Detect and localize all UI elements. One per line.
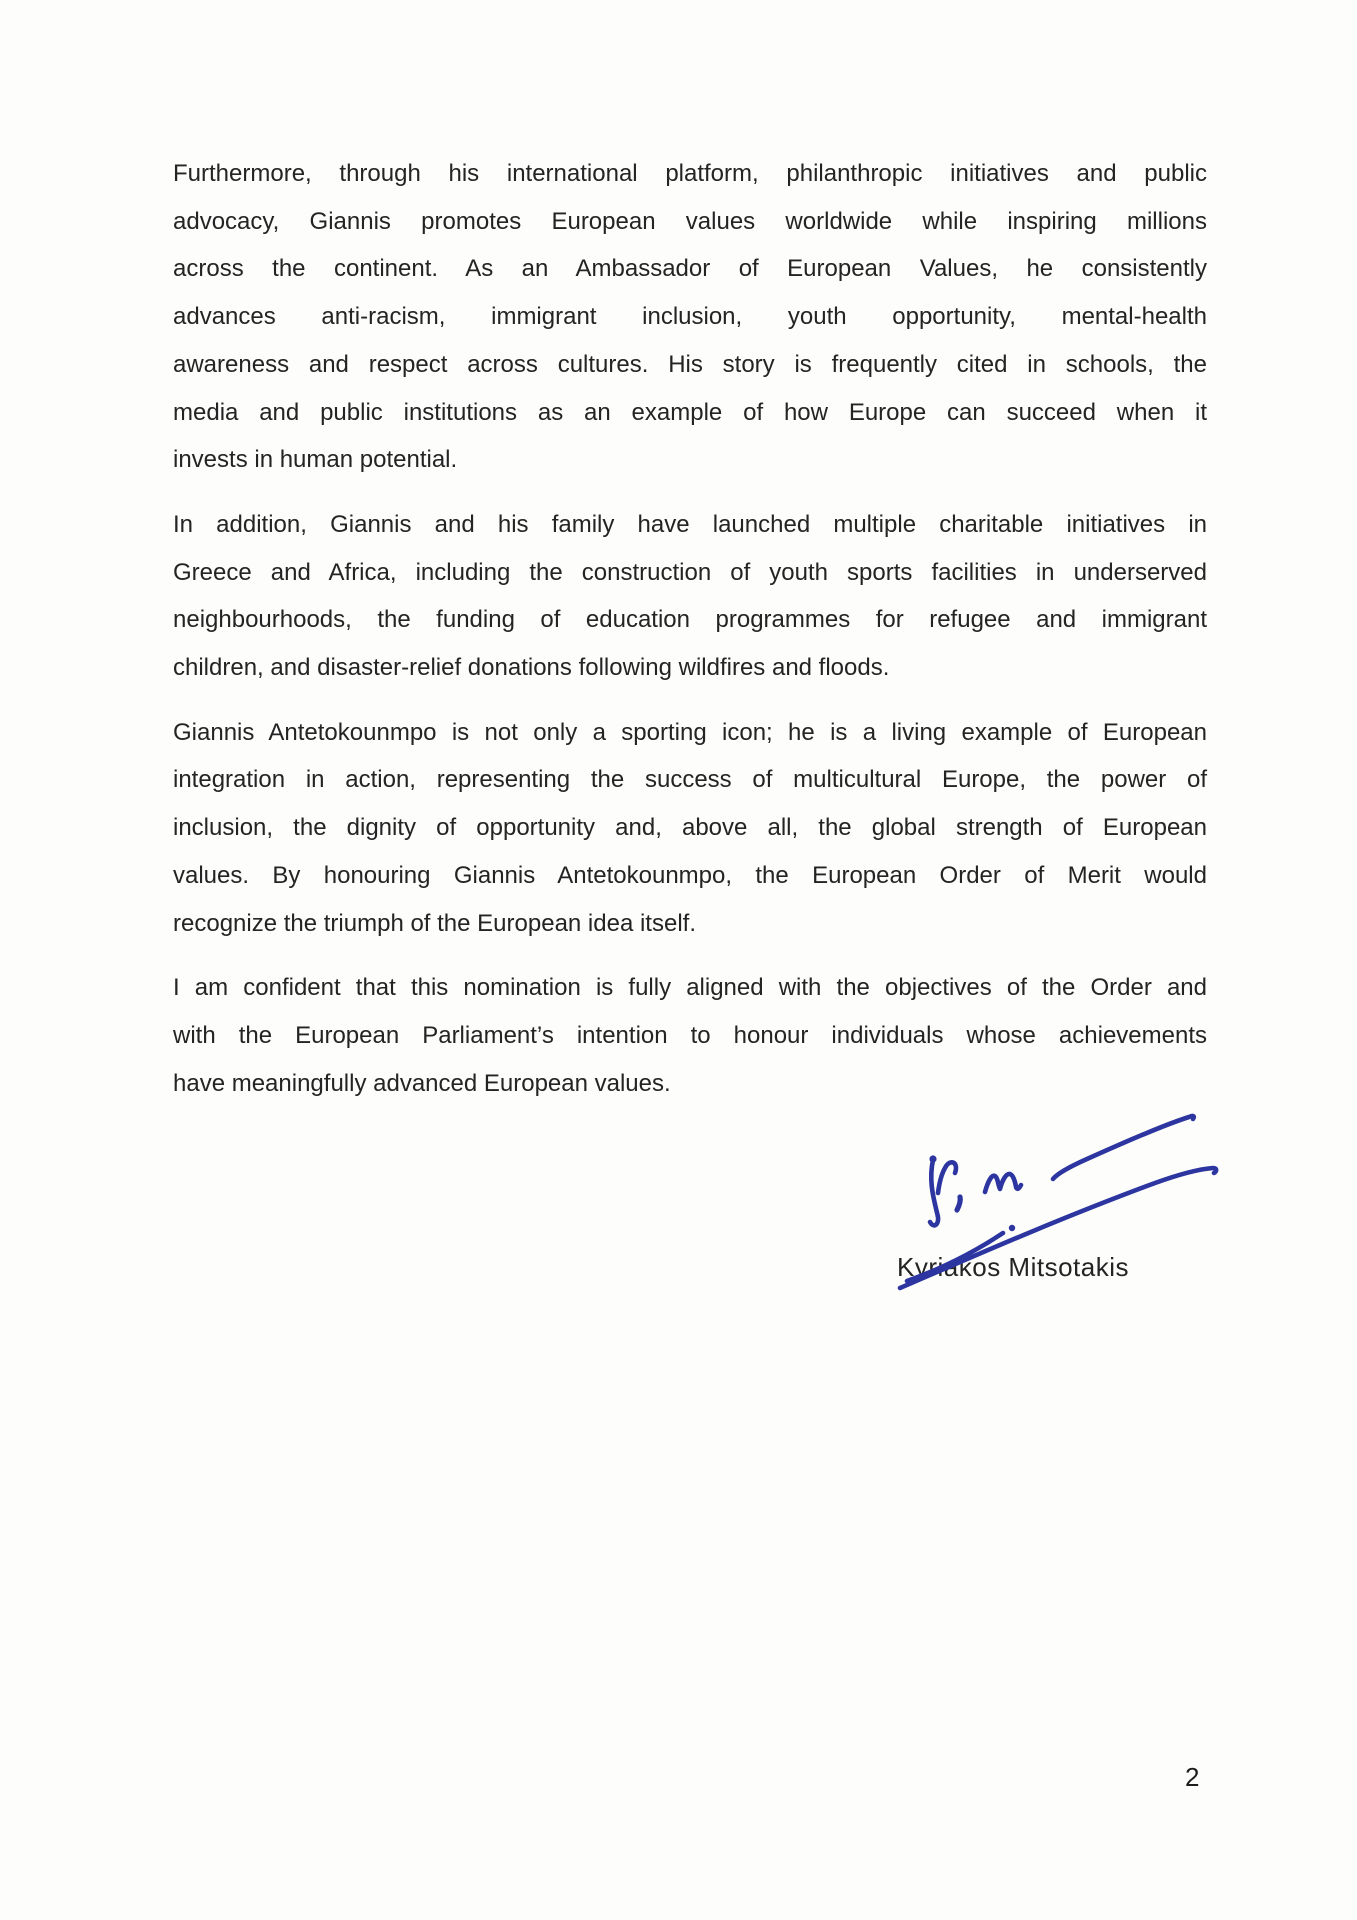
text-line: integration in action, representing the success of multicultural Europe, the power of: [173, 766, 1207, 794]
paragraph: [173, 964, 1207, 1107]
text-line: I am confident that this nomination is fully aligned with the objectives of the Order and: [173, 974, 1207, 1002]
text-line: In addition, Giannis and his family have launched multiple charitable initiatives in: [173, 510, 1207, 538]
text-line: Furthermore, through his international platform, philanthropic initiatives and public: [173, 160, 1207, 187]
text-line: have meaningfully advanced European values.: [173, 1069, 671, 1097]
text-line: Greece and Africa, including the construction of youth sports facilities in underserved: [173, 558, 1207, 586]
paragraph: [173, 709, 1207, 948]
text-line: with the European Parliament’s intention to honour individuals whose achievements: [173, 1021, 1207, 1049]
text-line: advocacy, Giannis promotes European values worldwide while inspiring millions: [173, 207, 1207, 235]
text-line: recognize the triumph of the European idea itself.: [173, 909, 696, 937]
text-line: media and public institutions as an example of how Europe can succeed when it: [173, 398, 1207, 426]
letter-body: [173, 150, 1207, 1124]
text-line: invests in human potential.: [173, 446, 458, 474]
text-line: advances anti-racism, immigrant inclusion, youth opportunity, mental-health: [173, 303, 1207, 331]
text-line: awareness and respect across cultures. His story is frequently cited in schools, the: [173, 350, 1207, 378]
page-number: 2: [1185, 1762, 1200, 1792]
signature-block: [875, 1095, 1255, 1310]
text-line: children, and disaster-relief donations following wildfires and floods.: [173, 654, 890, 682]
text-line: across the continent. As an Ambassador of European Values, he consistently: [173, 255, 1207, 283]
signatory-name: Kyriakos Mitsotakis: [897, 1252, 1129, 1282]
text-line: neighbourhoods, the funding of education programmes for refugee and immigrant: [173, 606, 1207, 634]
text-line: inclusion, the dignity of opportunity and, above all, the global strength of European: [173, 814, 1207, 842]
paragraph: [173, 150, 1207, 484]
text-line: values. By honouring Giannis Antetokounmpo, the European Order of Merit would: [173, 861, 1207, 889]
text-line: Giannis Antetokounmpo is not only a sporting icon; he is a living example of European: [173, 718, 1207, 746]
paragraph: [173, 501, 1207, 692]
